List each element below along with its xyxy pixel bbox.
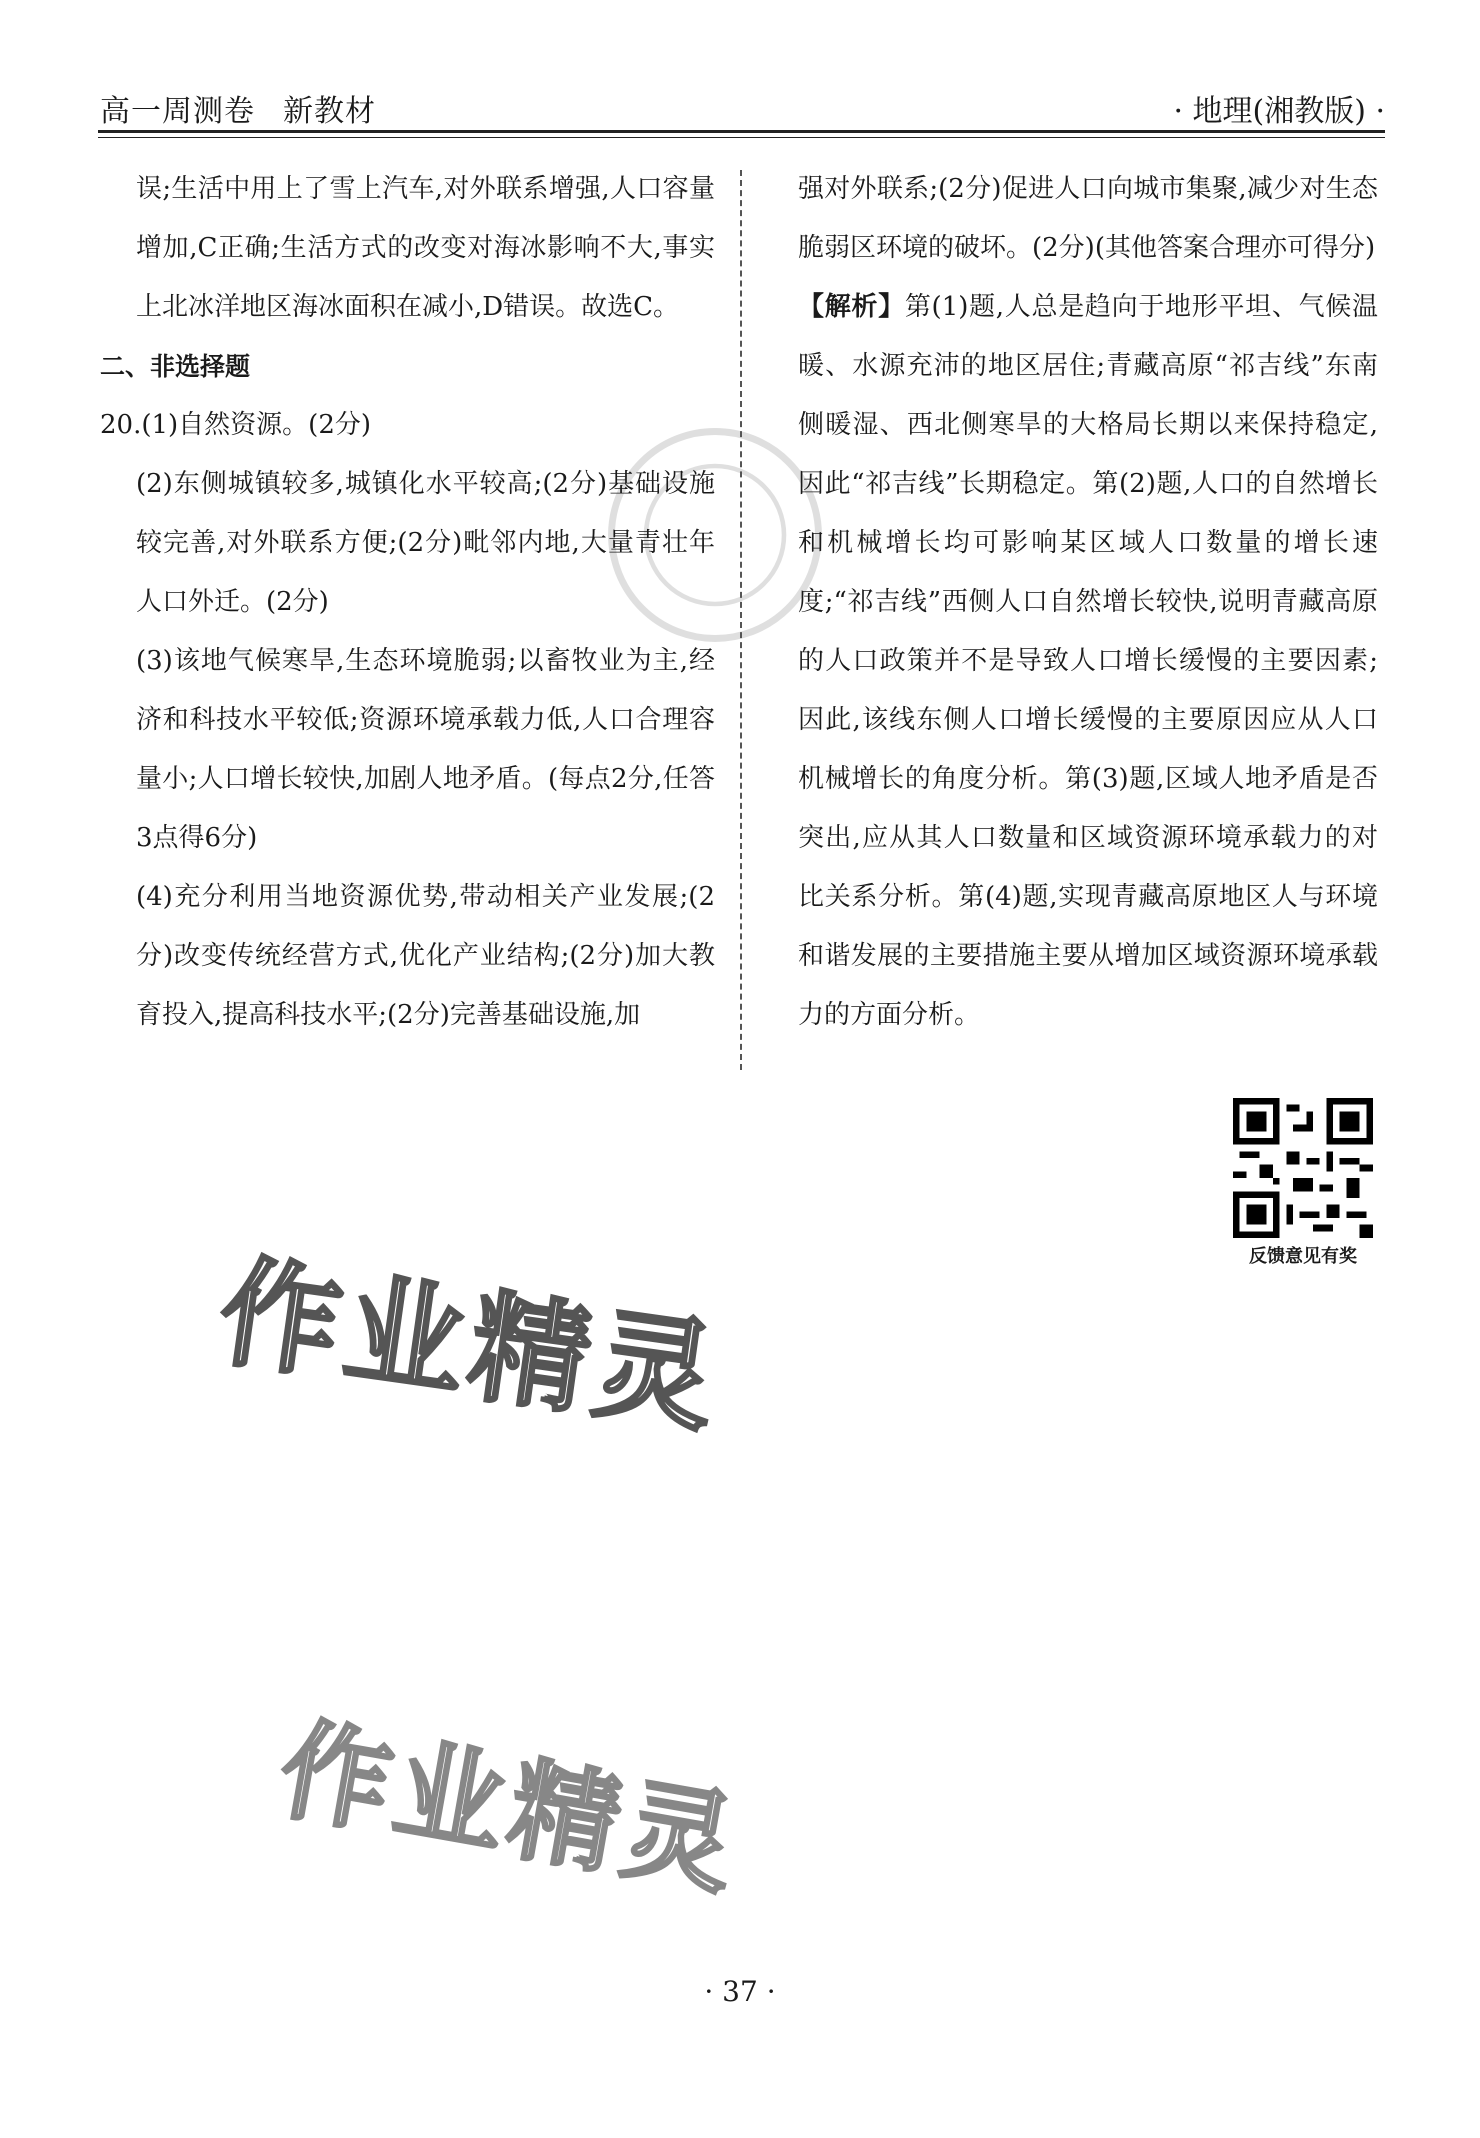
q20-part2: (2)东侧城镇较多,城镇化水平较高;(2分)基础设施较完善,对外联系方便;(2分)毗邻内地,大量青壮年人口外迁。(2分)	[136, 469, 715, 617]
left-column	[100, 160, 715, 1045]
series-title: 高一周测卷	[100, 94, 255, 129]
prev-answer-text: 误;生活中用上了雪上汽车,对外联系增强,人口容量增加,C正确;生活方式的改变对海冰影响不大,事实上北冰洋地区海冰面积在减小,D错误。故选C。	[136, 174, 715, 322]
q20-part4: (4)充分利用当地资源优势,带动相关产业发展;(2分)改变传统经营方式,优化产业结构;(2分)加大教育投入,提高科技水平;(2分)完善基础设施,加	[136, 882, 715, 1030]
section-title: 二、非选择题	[100, 352, 251, 381]
right-column	[798, 160, 1378, 1045]
analysis-paragraph	[798, 278, 1378, 1045]
analysis-label: 【解析】	[798, 292, 905, 322]
header-rule-thick	[98, 130, 1385, 133]
qr-caption: 反馈意见有奖	[1249, 1246, 1357, 1267]
column-divider	[740, 170, 742, 1070]
q20-part4-continued: 强对外联系;(2分)促进人口向城市集聚,减少对生态脆弱区环境的破坏。(2分)(其他答案合理亦可得分)	[798, 174, 1378, 263]
qr-code-icon[interactable]	[1233, 1098, 1373, 1238]
header-left	[100, 86, 376, 130]
analysis-text: 第(1)题,人总是趋向于地形平坦、气候温暖、水源充沛的地区居住;青藏高原“祁吉线”东南侧暖湿、西北侧寒旱的大格局长期以来保持稳定,因此“祁吉线”长期稳定。第(2)题,人口的自然增长和机械增长均可影响某区域人口数量的增长速度;“祁吉线”西侧人口自然增长较快,说明青藏高原的人口政策并不是导致人口增长缓慢的主要因素;因此,该线东侧人口增长缓慢的主要原因应从人口机械增长的角度分析。第(3)题,区域人地矛盾是否突出,应从其人口数量和区域资源环境承载力的对比关系分析。第(4)题,实现青藏高原地区人与环境和谐发展的主要措施主要从增加区域资源环境承载力的方面分析。	[798, 292, 1378, 1030]
header-rule-thin	[98, 137, 1385, 138]
edition-label: 新教材	[283, 94, 376, 129]
watermark: 作业精灵	[211, 1242, 730, 1451]
subject-label: · 地理(湘教版) ·	[1173, 94, 1385, 129]
watermark: 作业精灵	[270, 1704, 751, 1912]
q20-part3: (3)该地气候寒旱,生态环境脆弱;以畜牧业为主,经济和科技水平较低;资源环境承载力低,人口合理容量小;人口增长较快,加剧人地矛盾。(每点2分,任答3点得6分)	[136, 646, 715, 853]
page-number: · 37 ·	[704, 1975, 776, 2008]
q20-part1: 20.(1)自然资源。(2分)	[100, 410, 372, 440]
